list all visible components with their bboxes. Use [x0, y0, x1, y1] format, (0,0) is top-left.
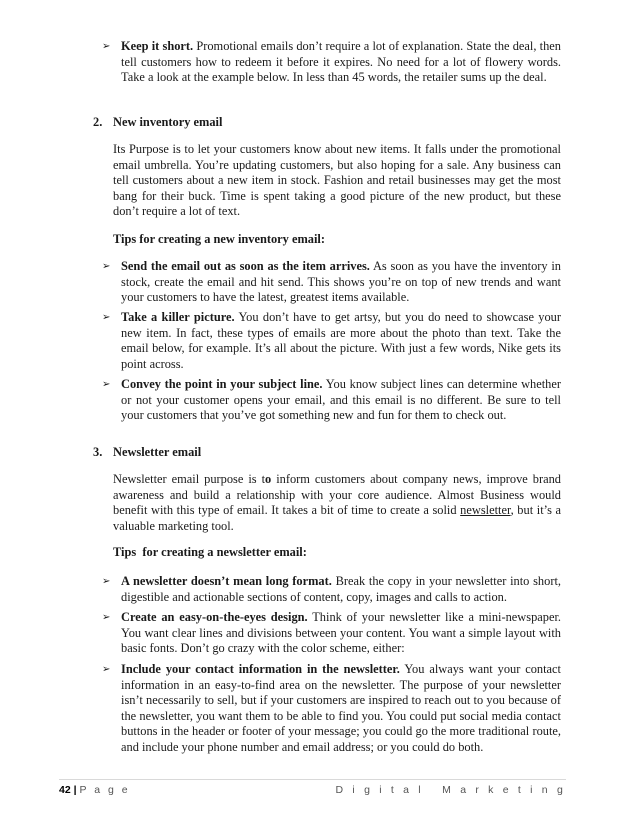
- section-title: Newsletter email: [113, 445, 202, 459]
- paragraph-bold-char: o: [265, 472, 272, 486]
- bullet-text: As soon as you have the inventory in stock, create the email and hit send. This shows you’re on top of new trends and want your customers to have the latest, greatest items available.: [121, 259, 561, 305]
- bullet-text: Promotional emails don’t require a lot of explanation. State the deal, then tell customers how to redeem it before it expires. No need for a lot of flowery words. Take a look at the example below. In less than 45 words, the retailer sums up the deal.: [121, 39, 561, 85]
- section-heading-new-inventory: [93, 115, 222, 131]
- bullet-long-format: [102, 574, 561, 605]
- paragraph-text: Newsletter email purpose is t: [113, 472, 266, 486]
- section-paragraph-newsletter: [113, 472, 561, 534]
- page-footer: [59, 779, 566, 796]
- section-title: New inventory email: [113, 115, 223, 129]
- bullet-text: You know subject lines can determine whether or not your customer opens your email, and this email is no different. Be sure to tell your customers that you’ve got something new and fun for them to check out.: [121, 377, 561, 423]
- footer-document-title: D i g i t a l M a r k e t i n g: [335, 784, 566, 796]
- bullet-bold-lead: A newsletter doesn’t mean long format.: [121, 574, 332, 588]
- newsletter-link[interactable]: newsletter: [460, 503, 511, 518]
- bullet-bold-lead: Send the email out as soon as the item arrives.: [121, 259, 370, 273]
- bullet-text: You always want your contact information in an easy-to-find area on the newsletter. The purpose of your newsletter isn’t necessarily to sell, but if your customers are inspired to reach out to you because of the newsletter, you want them to be able to find you. You could put social media contact buttons in the header or footer of your message; you could go the more traditional route, and include your phone number and email address; or you could do both.: [121, 662, 562, 754]
- footer-separator: |: [70, 784, 80, 796]
- page-word: P a g e: [79, 784, 131, 796]
- bullet-keep-it-short: [102, 39, 561, 86]
- tips-heading-newsletter: Tips for creating a newsletter email:: [113, 545, 307, 559]
- bullet-subject-line: [102, 377, 561, 424]
- arrow-bullet-icon: ➢: [102, 664, 111, 675]
- section-heading-newsletter: [93, 445, 201, 461]
- bullet-killer-picture: [102, 310, 561, 372]
- paragraph-text: inform customers about company news, improve brand awareness and build a relationship with your core audience. Almost Business would benefit with this type of email. It takes a bit of time to create a solid: [113, 472, 561, 518]
- arrow-bullet-icon: ➢: [102, 41, 111, 52]
- bullet-easy-design: [102, 610, 561, 657]
- bullet-bold-lead: Convey the point in your subject line.: [121, 377, 323, 391]
- arrow-bullet-icon: ➢: [102, 379, 111, 390]
- bullet-send-email: [102, 259, 561, 306]
- tips-heading-new-inventory: Tips for creating a new inventory email:: [113, 232, 326, 246]
- section-paragraph-new-inventory: Its Purpose is to let your customers know about new items. It falls under the promotional email umbrella. You’re updating customers, but also hoping for a sale. Any business can tell customers about a new item in stock. Fashion and retail businesses may get the most bang for their buck. Time is spent taking a good picture of the new product, but these don’t require a lot of text.: [113, 142, 561, 219]
- bullet-text: You don’t have to get artsy, but you do need to showcase your new item. In fact, these types of emails are more about the photo than text. Take the email below, for example. It’s all about the picture. With just a few words, Nike gets its point across.: [121, 310, 561, 371]
- bullet-bold-lead: Keep it short.: [121, 39, 194, 53]
- bullet-text: Think of your newsletter like a mini-newspaper. You want clear lines and divisions between your content. You want a simple layout with basic fonts. Don’t go crazy with the color scheme, either:: [121, 610, 561, 656]
- bullet-bold-lead: Create an easy-on-the-eyes design.: [121, 610, 308, 624]
- bullet-bold-lead: Take a killer picture.: [121, 310, 235, 324]
- arrow-bullet-icon: ➢: [102, 312, 111, 323]
- footer-page-label: [59, 784, 130, 796]
- bullet-contact-info: [102, 662, 562, 756]
- arrow-bullet-icon: ➢: [102, 612, 111, 623]
- arrow-bullet-icon: ➢: [102, 576, 111, 587]
- paragraph-text: , but it’s a valuable marketing tool.: [113, 503, 562, 533]
- section-number: 2.: [93, 115, 103, 129]
- arrow-bullet-icon: ➢: [102, 261, 111, 272]
- bullet-text: Break the copy in your newsletter into short, digestible and actionable sections of content, copy, images and calls to action.: [121, 574, 561, 604]
- bullet-bold-lead: Include your contact information in the newsletter.: [121, 662, 400, 676]
- page-number: 42: [59, 784, 71, 796]
- section-number: 3.: [93, 445, 103, 459]
